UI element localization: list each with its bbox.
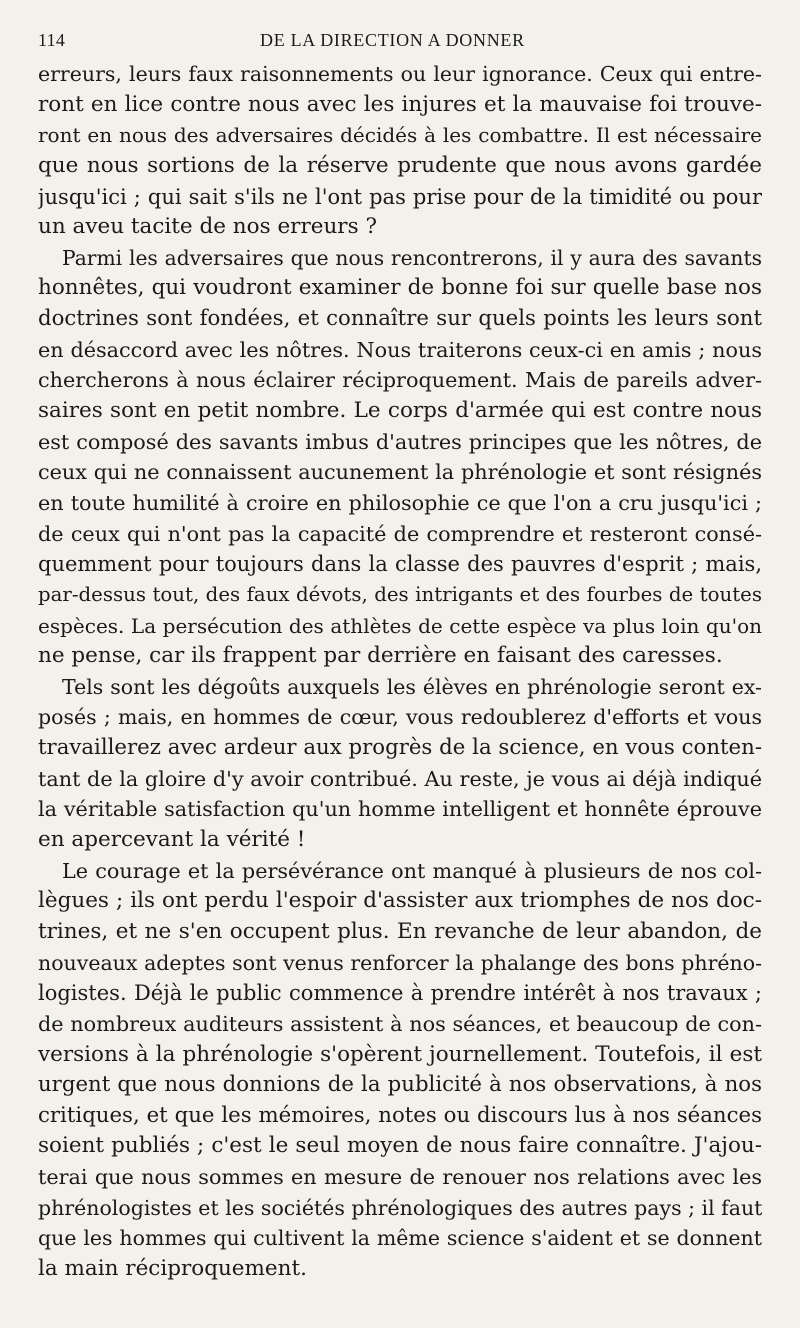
paragraph	[38, 672, 762, 856]
text-line: la véritable satisfaction qu'un homme intelligent et honnête éprouve	[38, 797, 762, 822]
text-line: en apercevant la vérité !	[38, 827, 306, 853]
text-line: que nous sortions de la réserve prudente que nous avons gardée	[38, 152, 762, 178]
text-line: par-dessus tout, des faux dévots, des intrigants et des fourbes de toutes	[38, 582, 762, 606]
paragraph	[38, 59, 762, 243]
text-line: Parmi les adversaires que nous rencontrerons, il y aura des savants	[62, 245, 762, 270]
text-line: terai que nous sommes en mesure de renouer nos relations avec les	[38, 1165, 762, 1190]
text-line: ront en lice contre nous avec les injures et la mauvaise foi trouve-	[38, 91, 762, 117]
text-line: que les hommes qui cultivent la même science s'aident et se donnent	[38, 1226, 762, 1251]
text-line: un aveu tacite de nos erreurs ?	[38, 214, 377, 240]
text-line: la main réciproquement.	[38, 1255, 307, 1281]
text-line: saires sont en petit nombre. Le corps d'armée qui est contre nous	[38, 398, 762, 424]
text-line: urgent que nous donnions de la publicité à nos observations, à nos	[38, 1072, 762, 1098]
text-line: de nombreux auditeurs assistent à nos séances, et beaucoup de con-	[38, 1011, 762, 1036]
running-title: DE LA DIRECTION A DONNER	[260, 30, 525, 50]
text-line: Tels sont les dégoûts auxquels les élèves en phrénologie seront ex-	[62, 674, 762, 699]
text-line: lègues ; ils ont perdu l'espoir d'assister aux triomphes de nos doc-	[38, 888, 762, 914]
paragraph	[38, 243, 762, 672]
text-line: tant de la gloire d'y avoir contribué. Au reste, je vous ai déjà indiqué	[38, 766, 762, 791]
text-line: soient publiés ; c'est le seul moyen de nous faire connaître. J'ajou-	[38, 1133, 762, 1159]
text-line: critiques, et que les mémoires, notes ou discours lus à nos séances	[38, 1102, 762, 1128]
text-line: nouveaux adeptes sont venus renforcer la phalange des bons phréno-	[38, 950, 762, 975]
text-line: travaillerez avec ardeur aux progrès de la science, en vous conten-	[38, 735, 762, 761]
text-line: en toute humilité à croire en philosophie ce que l'on a cru jusqu'ici ;	[38, 490, 762, 515]
page-header	[38, 30, 762, 56]
page-number: 114	[38, 30, 66, 50]
text-line: ceux qui ne connaissent aucunement la phrénologie et sont résignés	[38, 460, 762, 485]
paragraph	[38, 856, 762, 1285]
text-line: espèces. La persécution des athlètes de cette espèce va plus loin qu'on	[38, 613, 762, 638]
text-line: doctrines sont fondées, et connaître sur quels points les leurs sont	[38, 306, 762, 332]
text-line: posés ; mais, en hommes de cœur, vous redoublerez d'efforts et vous	[38, 705, 762, 730]
text-line: chercherons à nous éclairer réciproquement. Mais de pareils adver-	[38, 368, 762, 393]
text-line: phrénologistes et les sociétés phrénologiques des autres pays ; il faut	[38, 1195, 762, 1220]
text-line: quemment pour toujours dans la classe des pauvres d'esprit ; mais,	[38, 552, 762, 577]
text-line: jusqu'ici ; qui sait s'ils ne l'ont pas prise pour de la timidité ou pour	[38, 184, 762, 209]
text-line: trines, et ne s'en occupent plus. En revanche de leur abandon, de	[38, 918, 762, 944]
text-line: de ceux qui n'ont pas la capacité de comprendre et resteront consé-	[38, 521, 762, 546]
text-line: logistes. Déjà le public commence à prendre intérêt à nos travaux ;	[38, 981, 762, 1006]
text-line: honnêtes, qui voudront examiner de bonne foi sur quelle base nos	[38, 275, 762, 301]
text-line: versions à la phrénologie s'opèrent journellement. Toutefois, il est	[38, 1041, 762, 1067]
text-line: en désaccord avec les nôtres. Nous traiterons ceux-ci en amis ; nous	[38, 337, 762, 362]
body-text	[38, 59, 762, 1285]
text-line: erreurs, leurs faux raisonnements ou leur ignorance. Ceux qui entre-	[38, 62, 762, 86]
text-line: Le courage et la persévérance ont manqué à plusieurs de nos col-	[62, 858, 762, 883]
text-line: ne pense, car ils frappent par derrière en faisant des caresses.	[38, 643, 723, 669]
text-line: ront en nous des adversaires décidés à les combattre. Il est nécessaire	[38, 123, 762, 148]
text-line: est composé des savants imbus d'autres principes que les nôtres, de	[38, 429, 762, 454]
